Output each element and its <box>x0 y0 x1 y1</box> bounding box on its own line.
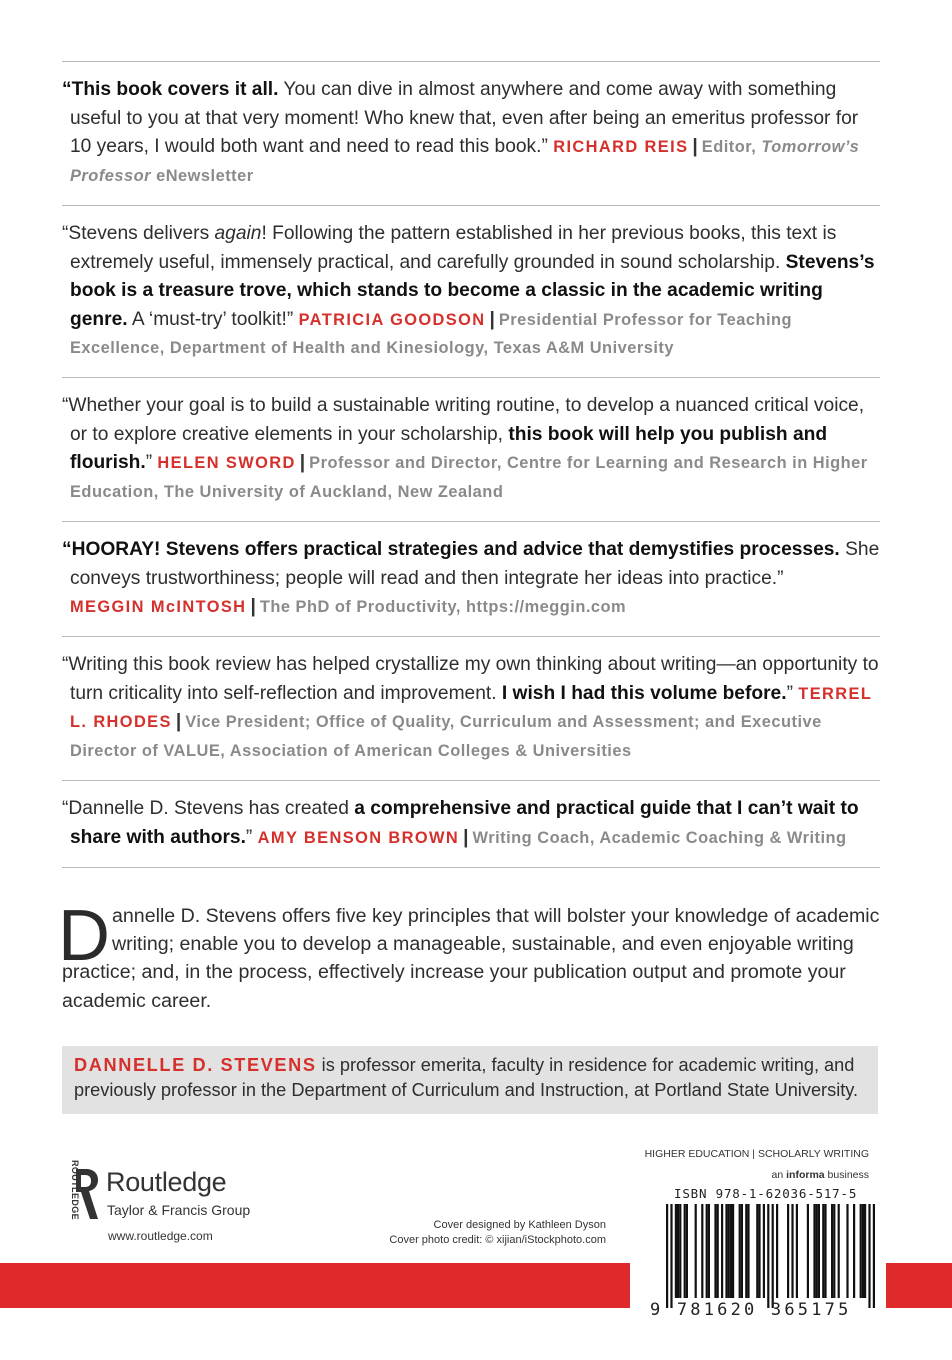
barcode-bar <box>838 1204 840 1298</box>
barcode-bar <box>807 1204 809 1298</box>
blurb-sword <box>62 377 880 521</box>
blurb-brown <box>62 780 880 868</box>
separator: | <box>692 136 698 157</box>
barcode-bar <box>853 1204 855 1298</box>
barcode-bar <box>824 1204 826 1298</box>
barcode-bar <box>728 1204 730 1298</box>
barcode-bar <box>721 1204 723 1298</box>
author-bio <box>62 1046 878 1114</box>
endorser-affiliation: Writing Coach, Academic Coaching & Writing <box>472 828 847 847</box>
barcode-bar <box>846 1204 848 1298</box>
barcode-bar <box>873 1204 875 1308</box>
endorser-name: RICHARD REIS <box>553 138 689 156</box>
barcode-bar <box>686 1204 688 1298</box>
cover-credits <box>380 1218 606 1248</box>
publisher-vertical-wordmark: ROUTLEDGE <box>70 1159 81 1221</box>
endorsements <box>62 61 880 868</box>
subject-category: HIGHER EDUCATION | SCHOLARLY WRITING <box>644 1148 869 1160</box>
barcode-bar <box>756 1204 758 1298</box>
barcode-bar <box>813 1204 815 1298</box>
blurb-bold: Stevens’s book is a treasure trove, which stands to become a classic in the academic writing genre. <box>70 251 875 330</box>
separator: | <box>489 308 495 330</box>
design-credit: Cover designed by Kathleen Dyson <box>433 1219 606 1231</box>
barcode-bar <box>714 1204 716 1298</box>
barcode-bar <box>732 1204 734 1298</box>
blurb-bold: I wish I had this volume before. <box>501 682 787 704</box>
barcode-bar <box>706 1204 708 1298</box>
barcode-bar <box>741 1204 743 1298</box>
endorser-affiliation: Presidential Professor for Teaching Excellence, Department of Health and Kinesiology, Texas A&M University <box>70 310 793 357</box>
blurb-text: ” <box>245 826 253 848</box>
endorser-affiliation: The PhD of Productivity, https://meggin.com <box>259 598 627 616</box>
barcode-bar <box>833 1204 835 1298</box>
drop-cap: D <box>58 896 110 976</box>
blurb-text: ! Following the pattern established in her previous books, this text is extremely useful, immensely practical, and carefully grounded in sound scholarship. <box>70 223 837 273</box>
routledge-logo <box>62 1159 262 1225</box>
barcode-bar <box>679 1204 681 1298</box>
blurb-bold: this book will help you publish and flourish. <box>70 423 828 473</box>
endorser-name: MEGGIN McINTOSH <box>70 598 247 616</box>
barcode-bar <box>791 1204 793 1298</box>
red-band-right <box>886 1263 952 1308</box>
endorser-name: AMY BENSON BROWN <box>257 828 460 847</box>
barcode-bar <box>747 1204 749 1298</box>
endorser-name: HELEN SWORD <box>157 454 296 472</box>
barcode-bar <box>758 1204 760 1298</box>
blurb-rhodes <box>62 636 880 780</box>
blurb-text: You can dive in almost anywhere and come away with something useful to you at that very moment! Who knew that, even after being an emeritus professor for 10 years, I would both want and need to read this book.” <box>70 79 859 157</box>
separator: | <box>250 596 256 617</box>
barcode-bar <box>822 1204 824 1298</box>
barcode-bar <box>864 1204 866 1298</box>
barcode-bar <box>677 1204 679 1298</box>
barcode-bar <box>767 1204 769 1308</box>
blurb-reis <box>62 61 880 205</box>
endorser-affiliation: Vice President; Office of Quality, Curriculum and Assessment; and Executive Director of VALUE, Association of American Colleges & Universities <box>70 713 822 760</box>
blurb-goodson <box>62 205 880 377</box>
endorser-name: PATRICIA GOODSON <box>298 310 486 329</box>
barcode-bar <box>763 1204 765 1298</box>
barcode-bar <box>695 1204 697 1298</box>
author-name: DANNELLE D. STEVENS <box>74 1055 317 1075</box>
blurb-text: ” <box>145 452 153 473</box>
endorser-affiliation: Editor, Tomorrow’s Professor eNewsletter <box>70 138 860 185</box>
blurb-text: She conveys trustworthiness; people will read and then integrate her ideas into practice.” <box>70 539 880 589</box>
blurb-bold: a comprehensive and practical guide that I can’t wait to share with authors. <box>70 798 859 848</box>
publisher-url: www.routledge.com <box>108 1229 213 1243</box>
photo-credit: Cover photo credit: © xijian/iStockphoto.com <box>389 1234 606 1246</box>
barcode-bar <box>675 1204 677 1298</box>
blurb-text: “Dannelle D. Stevens has created <box>62 798 355 819</box>
publisher-group: Taylor & Francis Group <box>107 1202 251 1218</box>
isbn-number: ISBN 978-1-62036-517-5 <box>674 1186 858 1201</box>
barcode-bar <box>796 1204 798 1298</box>
blurb-bold: “HOORAY! Stevens offers practical strategies and advice that demystifies processes. <box>62 539 840 560</box>
endorser-name: TERREL L. RHODES <box>70 684 872 731</box>
blurb-text: ” <box>786 682 793 704</box>
barcode-bar <box>701 1204 703 1298</box>
informa-tagline: an informa business <box>771 1169 869 1181</box>
barcode-bar <box>708 1204 710 1298</box>
barcode-bar <box>670 1204 672 1308</box>
barcode-bar <box>816 1204 818 1298</box>
bio-text: is professor emerita, faculty in residence for academic writing, and previously professor in the Department of Curriculum and Instruction, at Portland State University. <box>74 1055 859 1100</box>
separator: | <box>299 452 306 473</box>
blurb-bold: “This book covers it all. <box>62 79 279 100</box>
endorser-affiliation: Professor and Director, Centre for Learning and Research in Higher Education, The University of Auckland, New Zealand <box>70 454 868 501</box>
barcode-bar <box>831 1204 833 1298</box>
blurb-text: A ‘must-try’ toolkit!” <box>127 308 294 330</box>
barcode-bar <box>666 1204 668 1308</box>
barcode-bar <box>730 1204 732 1298</box>
blurb-emphasis: again <box>214 223 262 244</box>
blurb-mcintosh <box>62 521 880 636</box>
blurb-text: “Whether your goal is to build a sustainable writing routine, to develop a nuanced critical voice, or to explore creative elements in your scholarship, <box>62 395 865 445</box>
red-band-left <box>0 1263 630 1308</box>
barcode-bar <box>725 1204 727 1298</box>
barcode-bar <box>717 1204 719 1298</box>
barcode-bar <box>868 1204 870 1308</box>
blurb-text: “Stevens delivers <box>62 223 215 244</box>
barcode-bar <box>860 1204 862 1298</box>
barcode-bar <box>772 1204 774 1308</box>
barcode-bar <box>739 1204 741 1298</box>
separator: | <box>175 711 182 732</box>
barcode-bar <box>818 1204 820 1298</box>
barcode-digits: 9 781620 365175 <box>650 1300 852 1320</box>
barcode-bar <box>862 1204 864 1298</box>
publisher-name: Routledge <box>106 1167 227 1197</box>
barcode-bar <box>776 1204 778 1298</box>
barcode-bar <box>684 1204 686 1298</box>
description-text: annelle D. Stevens offers five key principles that will bolster your knowledge of academic writing; enable you to develop a manageable, sustainable, and even enjoyable writing practice; and, in the process, effectively increase your publication output and promote your academic career. <box>62 905 880 1012</box>
blurb-text: “Writing this book review has helped crystallize my own thinking about writing—an opportunity to turn criticality into self-reflection and improvement. <box>62 654 879 704</box>
barcode-bar <box>745 1204 747 1298</box>
separator: | <box>463 826 469 848</box>
book-description <box>58 896 880 1015</box>
barcode-bar <box>787 1204 789 1298</box>
